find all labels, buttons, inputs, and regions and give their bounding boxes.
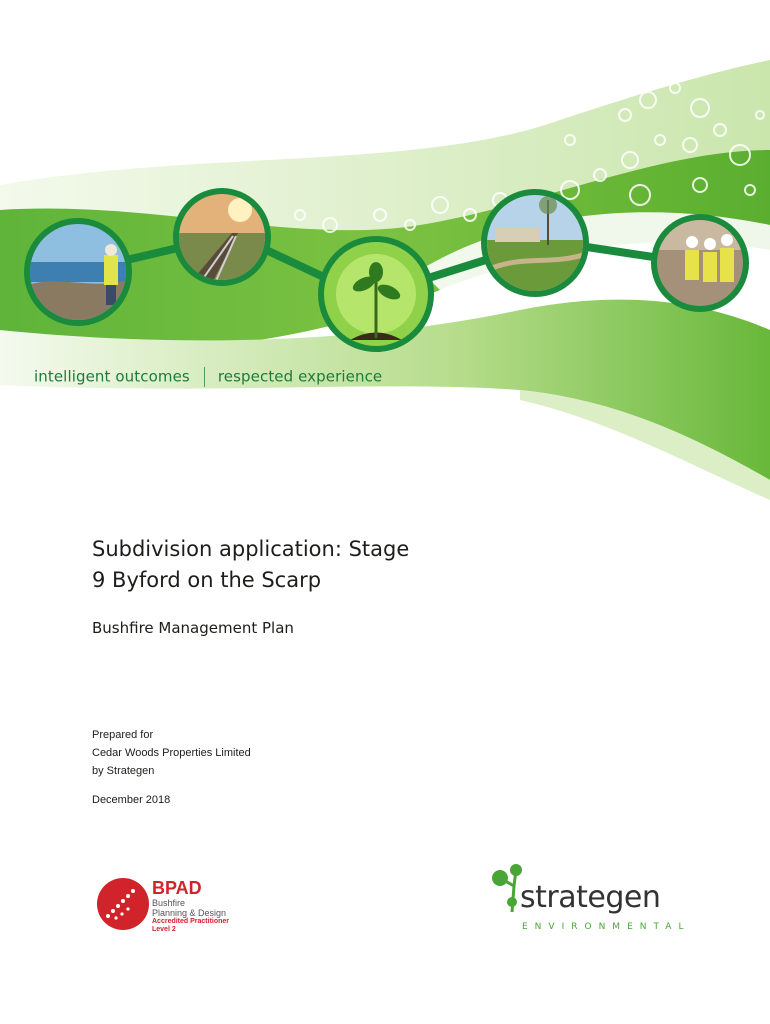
title-line-2: 9 Byford on the Scarp [92,568,322,592]
coastal-worker-photo [24,218,132,326]
seedling-photo [318,236,434,352]
prepared-for-label: Prepared for [92,729,154,741]
title-line-1: Subdivision application: Stage [92,537,410,561]
document-title [92,534,409,596]
tagline-right: respected experience [217,367,383,386]
tagline-left: intelligent outcomes [34,367,190,386]
railway-sunset-photo [173,188,271,286]
document-subtitle: Bushfire Management Plan [92,619,294,637]
bpad-name: BPAD [152,878,202,898]
bpad-line-1: Bushfire [152,898,186,908]
client-name: Cedar Woods Properties Limited [92,747,251,759]
bpad-level: Level 2 [152,926,176,933]
prepared-by: by Strategen [92,765,155,777]
field-workers-photo [651,214,749,312]
bpad-logo-text [152,878,229,934]
strategen-name: strategen [520,880,661,915]
bpad-accreditation: Accredited Practitioner [152,918,230,925]
strategen-sub: ENVIRONMENTAL [522,922,691,932]
building-landscape-photo [481,189,589,297]
tagline-divider [204,367,205,387]
tagline [34,367,382,387]
bpad-line-2: Planning & Design [152,908,227,918]
prepared-block [92,726,251,780]
document-date: December 2018 [92,794,171,806]
